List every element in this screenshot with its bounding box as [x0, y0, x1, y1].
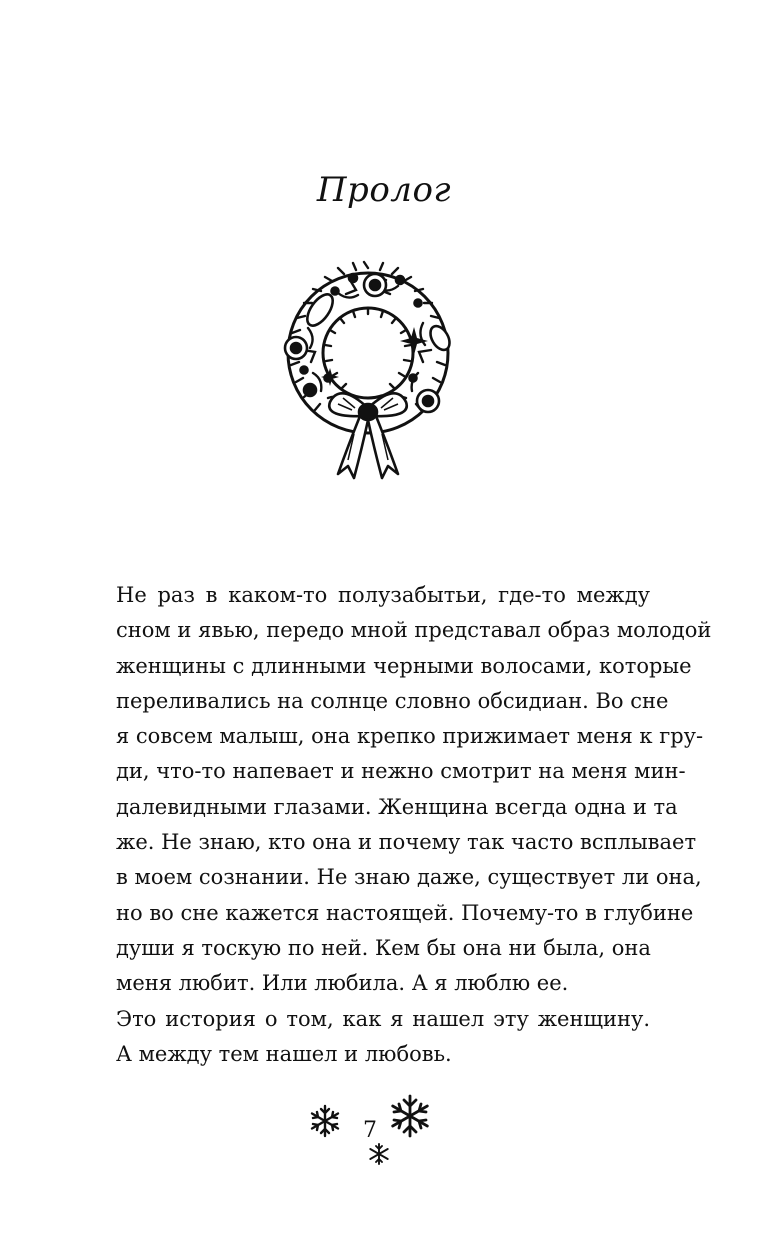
body-text: [116, 578, 712, 1072]
page-number: 7: [363, 1118, 377, 1143]
snowflake-icon: [388, 1094, 432, 1138]
text-line: женщины с длинными черными волосами, которые: [116, 653, 692, 678]
text-line: меня любит. Или любила. А я люблю ее.: [116, 971, 569, 996]
text-line: Это история о том, как я нашел эту женщину.: [116, 1006, 650, 1031]
text-line: переливались на солнце словно обсидиан. Во сне: [116, 688, 669, 713]
chapter-title: Пролог: [316, 170, 452, 210]
paragraph-2: [116, 1002, 650, 1073]
wreath-illustration: [268, 258, 468, 488]
text-line: в моем сознании. Не знаю даже, существует ли она,: [116, 865, 702, 890]
snowflake-icon: [368, 1143, 390, 1165]
text-line: А между тем нашел и любовь.: [116, 1041, 452, 1066]
paragraph-1: [116, 578, 712, 1002]
text-line: сном и явью, передо мной представал образ молодой: [116, 618, 712, 643]
text-line: же. Не знаю, кто она и почему так часто всплывает: [116, 830, 697, 855]
snowflake-icon: [308, 1104, 342, 1138]
text-line: но во сне кажется настоящей. Почему-то в глубине: [116, 900, 694, 925]
text-line: души я тоскую по ней. Кем бы она ни была, она: [116, 935, 651, 960]
text-line: далевидными глазами. Женщина всегда одна и та: [116, 794, 678, 819]
text-line: ди, что-то напевает и нежно смотрит на меня мин-: [116, 759, 686, 784]
text-line: Не раз в каком-то полузабытьи, где-то между: [116, 583, 650, 607]
text-line: я совсем малыш, она крепко прижимает меня к гру-: [116, 724, 704, 749]
